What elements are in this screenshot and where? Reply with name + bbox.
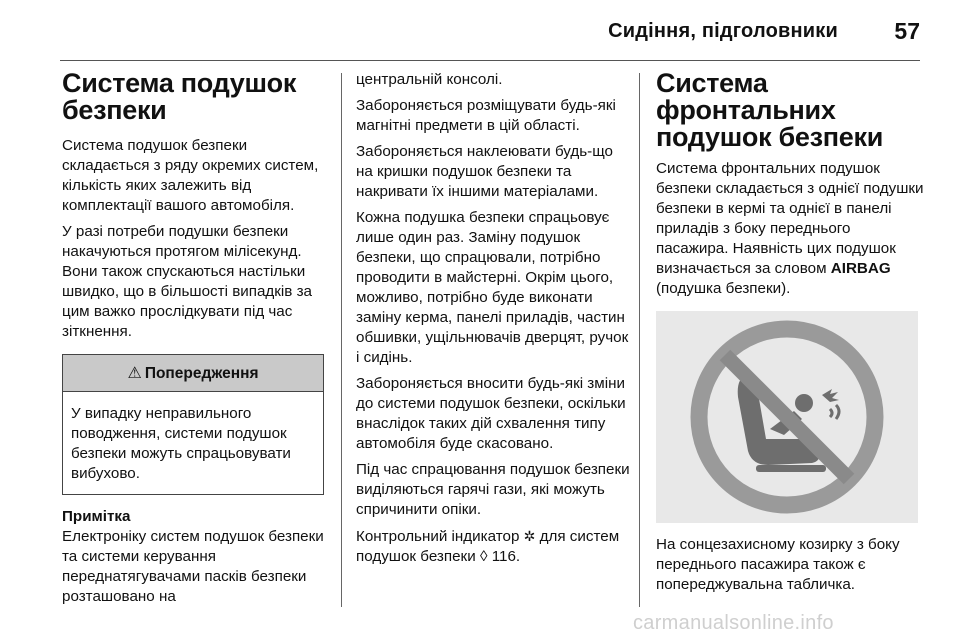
airbag-keyword: AIRBAG — [830, 260, 891, 277]
header-rule — [60, 60, 920, 61]
section-title-airbag-system: Система подушок безпеки — [62, 68, 297, 125]
no-child-seat-figure — [656, 311, 918, 523]
page-reference[interactable]: 116. — [491, 548, 521, 565]
column-1 — [62, 70, 330, 613]
no-child-seat-airbag-icon — [656, 311, 918, 523]
note-text: Електроніку систем подушок безпеки та системи керування переднатягувачами пасків безпеки розташовано на — [62, 528, 324, 605]
paragraph: Система подушок безпеки складається з ряду окремих систем, кількість яких залежить від комплектації вашого автомобіля. — [62, 137, 319, 214]
column-divider-1 — [341, 73, 342, 607]
paragraph: Кожна подушка безпеки спрацьовує лише один раз. Заміну подушок безпеки, що спрацювали, потрібно проводити в майстерні. Окрім цього, можливо, потрібно буде виконати заміну керма, панелі приладів, частин обшивки, ущільнювачів дверцят, ручок і сидінь. — [356, 209, 629, 366]
watermark: carmanualsonline.info — [633, 612, 834, 634]
column-divider-2 — [639, 73, 640, 607]
section-title-front-airbags: Система фронтальних подушок безпеки — [656, 68, 883, 152]
warning-triangle-icon: ⚠ — [127, 365, 142, 382]
column-2 — [356, 70, 630, 573]
warning-title: Попередження — [144, 365, 259, 382]
page-reference-arrow-icon: ◊ — [479, 548, 488, 565]
paragraph: Під час спрацювання подушок безпеки виділяються гарячі гази, які можуть спричинити опіки. — [356, 461, 630, 518]
paragraph: На сонцезахисному козирку з боку переднього пасажира також є попереджувальна табличка. — [656, 536, 900, 593]
paragraph-indicator: Контрольний індикатор ✲ для систем подушок безпеки ◊ 116. — [356, 528, 620, 565]
paragraph: центральній консолі. — [356, 71, 503, 88]
column-3 — [656, 70, 926, 601]
warning-box — [62, 354, 324, 495]
running-title: Сидіння, підголовники — [608, 20, 838, 42]
paragraph: У разі потреби подушки безпеки накачуються протягом мілісекунд. Вони також спускаються настільки швидко, що в більшості випадків за цим важко прослідкувати під час зіткнення. — [62, 223, 313, 340]
airbag-indicator-icon: ✲ — [523, 528, 536, 544]
warning-text: У випадку неправильного поводження, системи подушок безпеки можуть спрацьовувати вибухово. — [71, 405, 291, 482]
paragraph: Система фронтальних подушок безпеки складається з однієї подушки безпеки в кермі та однієї в панелі приладів з боку переднього пасажира. Наявність цих подушок визначається за словом AIRBAG (подушка безпеки). — [656, 160, 924, 297]
paragraph: Забороняється вносити будь-які зміни до системи подушок безпеки, оскільки внаслідок таких дій схвалення типу автомобіля буде скасовано. — [356, 375, 626, 452]
paragraph: Забороняється розміщувати будь-які магнітні предмети в цій області. — [356, 97, 616, 134]
page-number: 57 — [894, 18, 920, 44]
warning-header — [63, 355, 323, 392]
note-title: Примітка — [62, 508, 131, 525]
paragraph: Забороняється наклеювати будь-що на кришки подушок безпеки та накривати їх іншими матеріалами. — [356, 143, 613, 200]
